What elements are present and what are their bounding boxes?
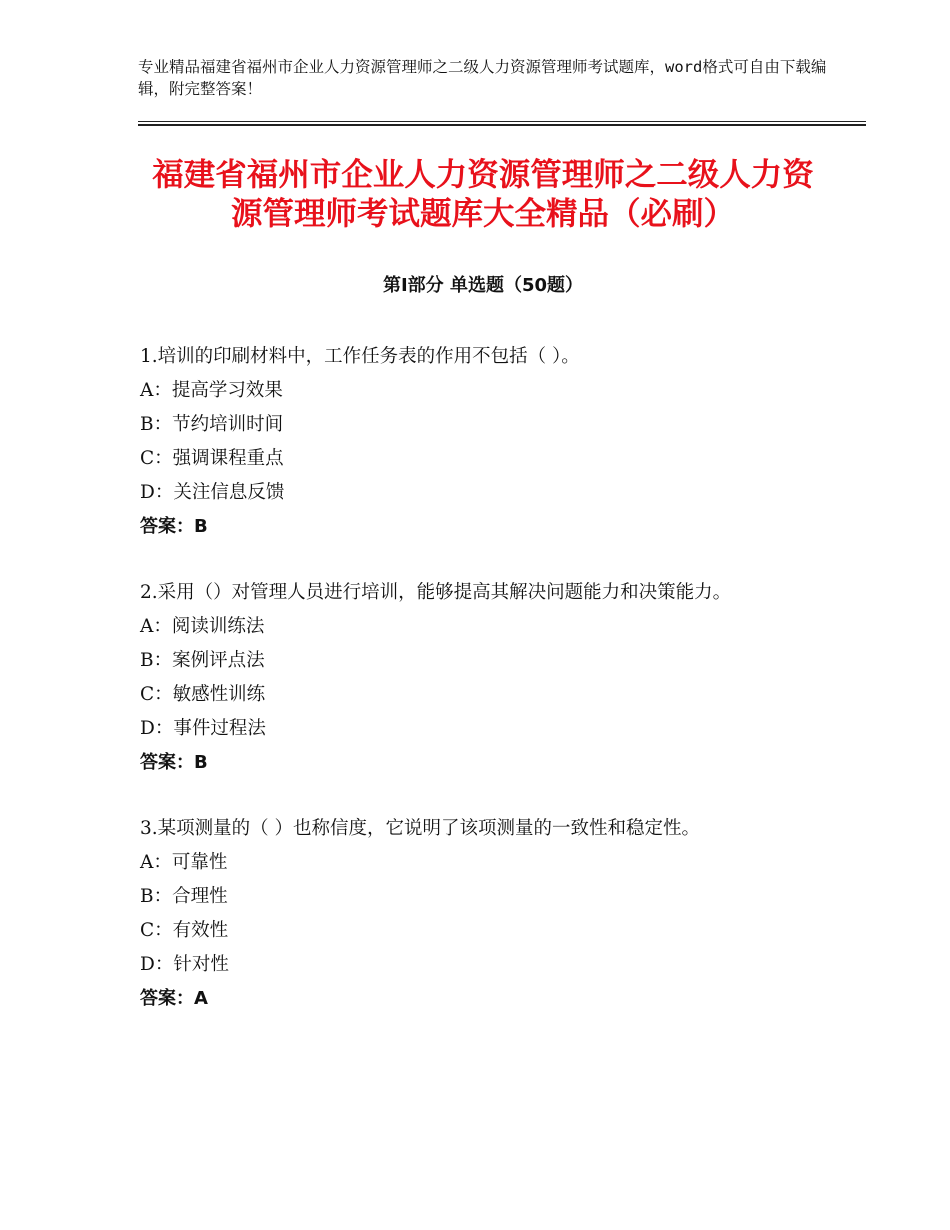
option-b: B：合理性 xyxy=(140,886,228,907)
question-stem: 3.某项测量的（ ）也称信度，它说明了该项测量的一致性和稳定性。 xyxy=(140,818,701,839)
question-2 xyxy=(140,576,830,780)
answer: 答案：B xyxy=(140,752,208,773)
header-note: 专业精品福建省福州市企业人力资源管理师之二级人力资源管理师考试题库，word格式可自由下载编辑，附完整答案！ xyxy=(138,58,827,98)
option-a: A：提高学习效果 xyxy=(140,380,283,401)
option-a: A：阅读训练法 xyxy=(140,616,265,637)
document-title: 福建省福州市企业人力资源管理师之二级人力资源管理师考试题库大全精品（必刷） xyxy=(152,157,814,232)
option-d: D：关注信息反馈 xyxy=(140,482,285,503)
option-d: D：事件过程法 xyxy=(140,718,266,739)
question-list xyxy=(140,340,830,1048)
option-a: A：可靠性 xyxy=(140,852,228,873)
question-1 xyxy=(140,340,830,544)
header-divider-thin xyxy=(138,121,866,122)
question-stem: 1.培训的印刷材料中，工作任务表的作用不包括（ ）。 xyxy=(140,346,580,367)
answer: 答案：A xyxy=(140,988,208,1009)
option-c: C：强调课程重点 xyxy=(140,448,284,469)
header-divider-thick xyxy=(138,124,866,126)
option-b: B：节约培训时间 xyxy=(140,414,284,435)
option-c: C：敏感性训练 xyxy=(140,684,266,705)
section-title: 第Ⅰ部分 单选题（50题） xyxy=(382,275,583,296)
answer: 答案：B xyxy=(140,516,208,537)
option-b: B：案例评点法 xyxy=(140,650,265,671)
option-c: C：有效性 xyxy=(140,920,229,941)
question-3 xyxy=(140,812,830,1016)
option-d: D：针对性 xyxy=(140,954,229,975)
question-stem: 2.采用（）对管理人员进行培训，能够提高其解决问题能力和决策能力。 xyxy=(140,582,732,603)
